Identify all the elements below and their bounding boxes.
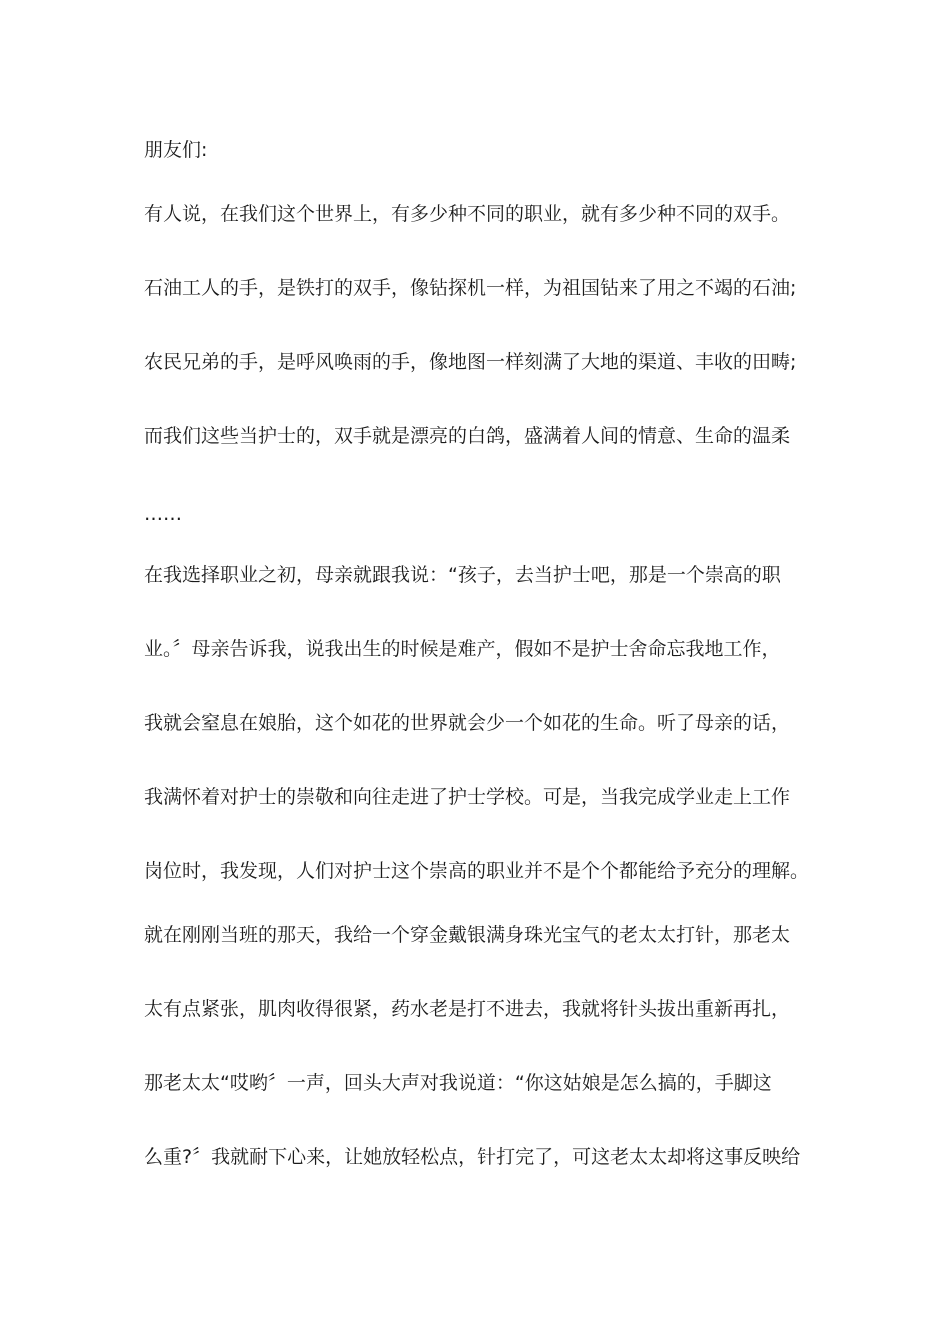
paragraph-line: 有人说，在我们这个世界上，有多少种不同的职业，就有多少种不同的双手。 xyxy=(144,203,791,225)
paragraph-line: 在我选择职业之初，母亲就跟我说：“孩子，去当护士吧，那是一个崇高的职 xyxy=(144,564,781,586)
salutation: 朋友们: xyxy=(144,139,208,161)
paragraph-line: 业。〞母亲告诉我，说我出生的时候是难产，假如不是护士舍命忘我地工作， xyxy=(144,638,781,660)
paragraph-line: 我满怀着对护士的崇敬和向往走进了护士学校。可是，当我完成学业走上工作 xyxy=(144,786,791,808)
paragraph-line: 农民兄弟的手，是呼风唤雨的手，像地图一样刻满了大地的渠道、丰收的田畴; xyxy=(144,351,797,373)
paragraph-line: 太有点紧张，肌肉收得很紧，药水老是打不进去，我就将针头拔出重新再扎， xyxy=(144,998,791,1020)
paragraph-line: 么重?〞我就耐下心来，让她放轻松点，针打完了，可这老太太却将这事反映给 xyxy=(144,1146,801,1168)
paragraph-line: 石油工人的手，是铁打的双手，像钻探机一样，为祖国钻来了用之不竭的石油; xyxy=(144,277,797,299)
paragraph-line: 那老太太“哎哟〞一声，回头大声对我说道：“你这姑娘是怎么搞的，手脚这 xyxy=(144,1072,772,1094)
paragraph-line: 就在刚刚当班的那天，我给一个穿金戴银满身珠光宝气的老太太打针，那老太 xyxy=(144,924,791,946)
paragraph-line: 我就会窒息在娘胎，这个如花的世界就会少一个如花的生命。听了母亲的话， xyxy=(144,712,791,734)
paragraph-line: 岗位时，我发现，人们对护士这个崇高的职业并不是个个都能给予充分的理解。 xyxy=(144,860,810,882)
paragraph-line: …… xyxy=(144,503,182,525)
paragraph-line: 而我们这些当护士的，双手就是漂亮的白鸽，盛满着人间的情意、生命的温柔 xyxy=(144,425,791,447)
